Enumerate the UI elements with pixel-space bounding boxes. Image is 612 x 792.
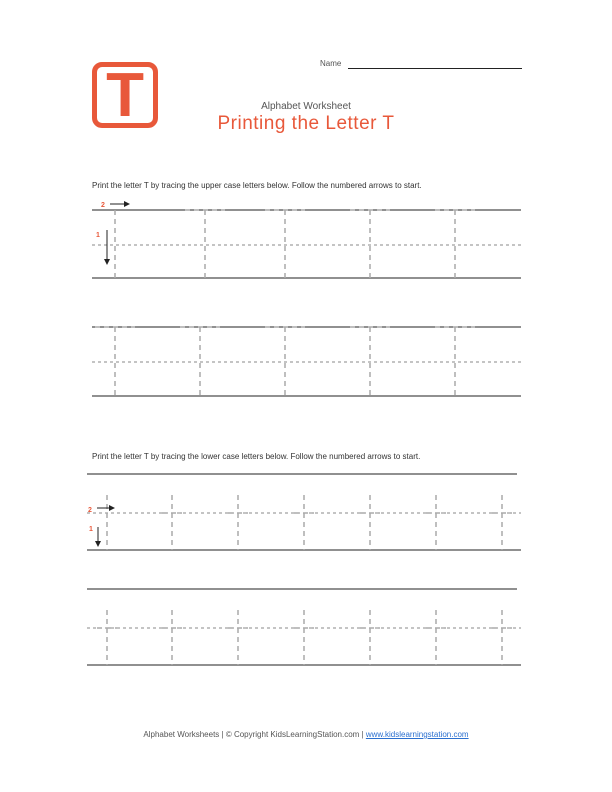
worksheet-subtitle: Alphabet Worksheet: [261, 101, 351, 112]
stroke-number-1: 1: [89, 526, 93, 533]
stroke-number-2: 2: [88, 507, 92, 514]
traceable-lower-t[interactable]: [162, 495, 182, 550]
traceable-lower-t[interactable]: [228, 610, 248, 665]
traceable-lower-t[interactable]: [426, 495, 446, 550]
traceable-lower-t[interactable]: [162, 610, 182, 665]
lower-case-row-1: [87, 474, 521, 550]
traceable-upper-t[interactable]: [350, 210, 390, 278]
footer: [0, 730, 612, 739]
traceable-upper-t[interactable]: [185, 210, 225, 278]
worksheet-title: Printing the Letter T: [217, 113, 395, 134]
traceable-lower-t[interactable]: [492, 610, 512, 665]
traceable-lower-t[interactable]: [228, 495, 248, 550]
lower-case-instruction: Print the letter T by tracing the lower case letters below. Follow the numbered arrows to start.: [92, 452, 421, 461]
traceable-lower-t[interactable]: [97, 610, 117, 665]
logo-letter: T: [106, 61, 144, 130]
lower-case-row-2: [87, 589, 521, 665]
footer-copyright: Alphabet Worksheets | © Copyright KidsLearningStation.com |: [143, 730, 366, 739]
traceable-lower-t[interactable]: [294, 610, 314, 665]
traceable-lower-t[interactable]: [294, 495, 314, 550]
traceable-lower-t[interactable]: [492, 495, 512, 550]
footer-website-link[interactable]: www.kidslearningstation.com: [365, 730, 469, 739]
traceable-upper-t[interactable]: [265, 210, 305, 278]
stroke-number-1: 1: [96, 232, 100, 239]
stroke-number-2: 2: [101, 202, 105, 209]
traceable-upper-t[interactable]: [435, 210, 475, 278]
traceable-lower-t[interactable]: [426, 610, 446, 665]
upper-case-row-2: [92, 327, 521, 396]
name-label: Name: [320, 59, 342, 68]
upper-case-instruction: Print the letter T by tracing the upper case letters below. Follow the numbered arrows to start.: [92, 181, 422, 190]
traceable-lower-t[interactable]: [360, 495, 380, 550]
traceable-lower-t[interactable]: [360, 610, 380, 665]
upper-case-row-1: [92, 202, 521, 278]
